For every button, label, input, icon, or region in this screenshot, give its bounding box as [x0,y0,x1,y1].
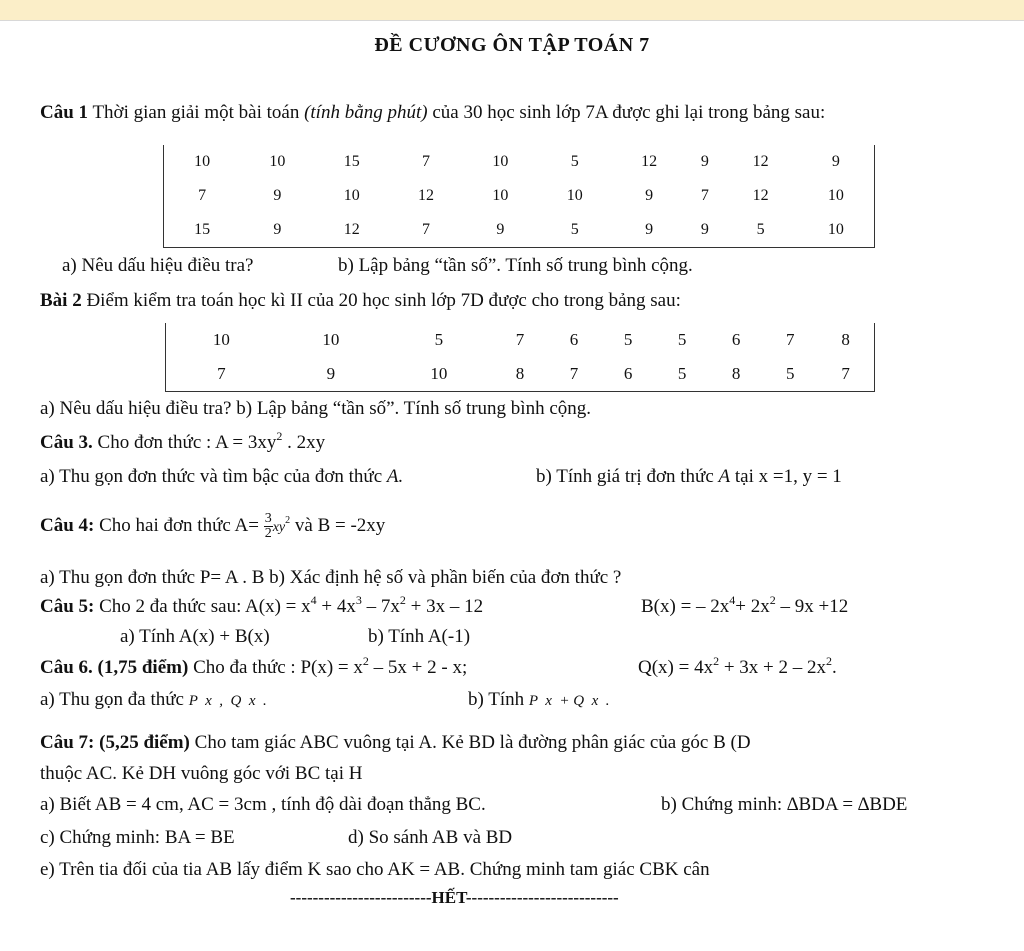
q2-parts: a) Nêu dấu hiệu điều tra? b) Lập bảng “tần số”. Tính số trung bình cộng. [40,398,592,419]
table-cell: 9 [496,221,505,238]
table-cell: 7 [817,357,874,392]
table-cell: 5 [623,330,633,349]
table-cell: 9 [326,364,336,383]
q3-part-b: b) Tính giá trị đơn thức A tại x =1, y = 1 [536,466,842,487]
table-cell: 8 [515,364,525,383]
q7-prompt-cont: thuộc AC. Kẻ DH vuông góc với BC tại H [40,763,363,784]
table-cell: 10 [164,145,241,179]
q1-label: Câu 1 [40,102,89,123]
table-cell: 6 [623,364,633,383]
table-cell: 9 [273,187,282,204]
q7-part-b: b) Chứng minh: ∆BDA = ∆BDE [661,794,908,815]
table-cell: 10 [492,153,509,170]
q7-prompt: Câu 7: (5,25 điểm) Cho tam giác ABC vuông tại A. Kẻ BD là đường phân giác của góc B (D [40,732,751,753]
table-cell: 7 [569,364,579,383]
q4-label: Câu 4: [40,514,95,536]
q6-prompt: Câu 6. (1,75 điểm) Cho đa thức : $P(x) = x^2 - 5x + 2 - x$; [40,654,468,678]
q6-part-a: a) Thu gọn đa thức P x , Q x . [40,689,267,710]
table-cell: 10 [269,153,286,170]
table-cell: 15 [164,213,241,248]
q6-poly-q: $Q(x) = 4x^2 + 3x + 2 - 2x^2$. [638,654,837,678]
q5-part-b: b) Tính A(-1) [368,626,471,647]
table-cell: 9 [273,221,282,238]
table-cell: 10 [798,179,875,213]
q6-label: Câu 6. (1,75 điểm) [40,657,189,678]
q3-part-a: a) Thu gọn đơn thức và tìm bậc của đơn thức A. [40,466,404,487]
page-title: ĐỀ CƯƠNG ÔN TẬP TOÁN 7 [374,34,650,56]
q2-data-table [165,323,875,392]
table-cell: 5 [785,364,795,383]
q7-part-e: e) Trên tia đối của tia AB lấy điểm K sao cho AK = AB. Chứng minh tam giác CBK cân [40,859,710,880]
table-cell: 8 [731,364,741,383]
table-cell: 10 [166,323,277,357]
table-cell: 10 [343,187,360,204]
table-cell: 5 [677,330,687,349]
table-cell: 7 [785,330,795,349]
table-cell: 7 [422,221,431,238]
table-cell: 5 [756,221,765,238]
q5-part-a: a) Tính A(x) + B(x) [120,626,270,647]
q1-part-a: a) Nêu dấu hiệu điều tra? [62,255,254,276]
table-cell: 7 [166,357,277,392]
table-cell: 9 [700,153,709,170]
table-cell: 6 [569,330,579,349]
table-cell: 5 [570,153,579,170]
table-cell: 9 [645,187,654,204]
table-cell: 6 [731,330,741,349]
table-row [164,179,875,213]
q1-data-table [163,145,875,248]
table-cell: 9 [645,221,654,238]
viewer-top-bar [0,0,1024,20]
table-row [166,357,875,392]
table-cell: 8 [817,323,874,357]
table-cell: 7 [422,153,431,170]
q5-prompt: Câu 5: Cho 2 đa thức sau: $A(x) = x^4 + 4x^3 - 7x^2 + 3x - 12$ [40,593,484,617]
table-cell: 5 [434,330,444,349]
table-cell: 5 [677,364,687,383]
table-cell: 12 [418,187,435,204]
table-cell: 12 [752,153,769,170]
table-cell: 7 [164,179,241,213]
table-cell: 12 [343,221,360,238]
table-cell: 9 [798,145,875,179]
table-cell: 5 [570,221,579,238]
table-cell: 10 [492,187,509,204]
q2-label: Bài 2 [40,290,82,311]
q1-prompt: Câu 1 Thời gian giải một bài toán (tính bằng phút) của 30 học sinh lớp 7A được ghi lại trong bảng sau: [40,102,826,123]
q7-part-d: d) So sánh AB và BD [348,827,513,848]
table-cell: 10 [430,364,448,383]
q5-label: Câu 5: [40,596,95,617]
table-cell: 10 [566,187,583,204]
q3-label: Câu 3. [40,432,93,453]
table-cell: 12 [752,187,769,204]
q7-label: Câu 7: (5,25 điểm) [40,732,190,753]
table-cell: 10 [798,213,875,248]
q5-poly-b: B(x) = – $2x^4+ 2x^2 - 9x +12$ [641,593,849,617]
table-cell: 9 [700,221,709,238]
table-row [166,323,875,357]
table-row [164,145,875,179]
table-cell: 12 [641,153,658,170]
q7-part-c: c) Chứng minh: BA = BE [40,827,235,848]
q2-prompt: Bài 2 Điểm kiểm tra toán học kì II của 20 học sinh lớp 7D được cho trong bảng sau: [40,290,681,311]
fraction: $\frac{3}{2}$ [264,511,272,541]
q1-part-b: b) Lập bảng “tần số”. Tính số trung bình cộng. [338,255,693,276]
q4-prompt: Câu 4: Cho hai đơn thức A= $\frac{3}{2}$ $xy^2$ và B = -2xy [40,511,386,541]
end-marker: -------------------------HẾT--------------------------- [290,888,619,907]
q3-prompt: Câu 3. Cho đơn thức : $A = 3xy^2$ . 2xy [40,429,326,453]
q7-part-a: a) Biết AB = 4 cm, AC = 3cm , tính độ dài đoạn thẳng BC. [40,794,486,815]
table-cell: 7 [515,330,525,349]
q6-part-b: b) Tính P x + Q x . [468,689,610,710]
q4-parts: a) Thu gọn đơn thức P= A . B b) Xác định hệ số và phần biến của đơn thức ? [40,567,622,588]
table-cell: 15 [343,153,360,170]
table-row [164,213,875,248]
table-cell: 10 [322,330,340,349]
table-cell: 7 [700,187,709,204]
